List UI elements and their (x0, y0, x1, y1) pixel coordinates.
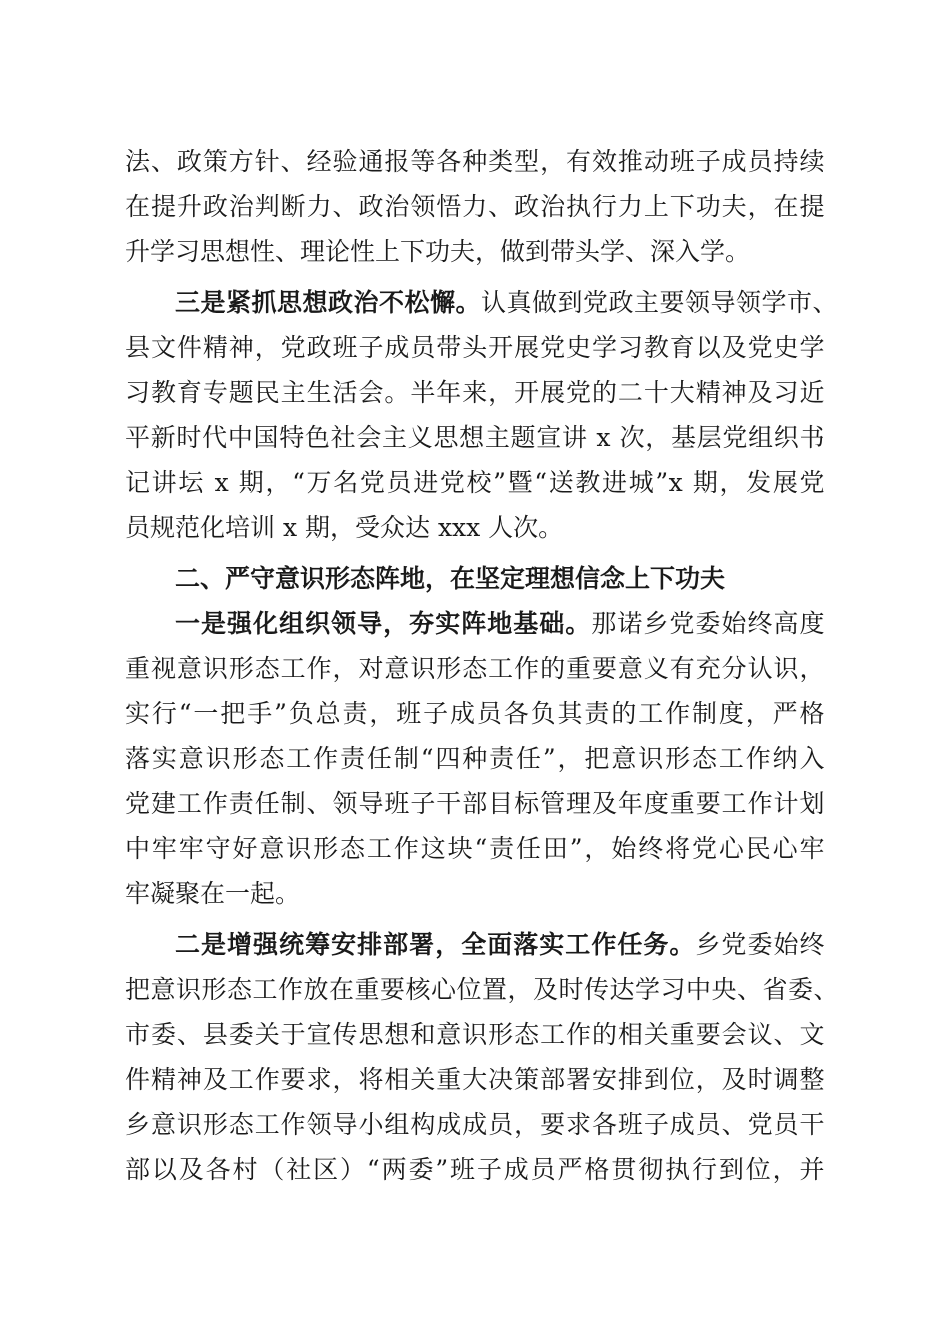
text-line: 法、政策方针、经验通报等各种类型，有效推动班子成员持续 (125, 147, 825, 176)
text-line (125, 280, 839, 325)
text-line: 在提升政治判断力、政治领悟力、政治执行力上下功夫，在提 (125, 192, 825, 221)
text-line: 牢凝聚在一起。 (125, 879, 301, 908)
paragraph-1 (125, 139, 825, 274)
paragraph-4 (125, 922, 840, 1192)
text-line: 市委、县委关于宣传思想和意识形态工作的相关重要会议、文 (125, 1020, 825, 1049)
text-line: 实行“一把手”负总责，班子成员各负其责的工作制度，严格 (125, 699, 825, 728)
text-span: 乡党委始终 (695, 930, 825, 959)
text-line: 党建工作责任制、领导班子干部目标管理及年度重要工作计划 (125, 789, 825, 818)
text-span: 那诺乡党委始终高度 (591, 609, 825, 638)
text-line (125, 922, 825, 967)
text-line: 落实意识形态工作责任制“四种责任”，把意识形态工作纳入 (125, 744, 825, 773)
paragraph-3 (125, 601, 825, 916)
section-heading: 二、严守意识形态阵地，在坚定理想信念上下功夫 (175, 564, 726, 593)
paragraph-lead: 二是增强统筹安排部署，全面落实工作任务。 (175, 930, 696, 959)
text-line: 记讲坛 x 期，“万名党员进党校”暨“送教进城”x 期，发展党 (125, 468, 825, 497)
text-span: 认真做到党政主要领导领学市、 (481, 288, 839, 317)
text-line: 平新时代中国特色社会主义思想主题宣讲 x 次，基层党组织书 (125, 423, 825, 452)
text-line (125, 601, 825, 646)
text-line: 习教育专题民主生活会。半年来，开展党的二十大精神及习近 (125, 378, 825, 407)
text-line: 升学习思想性、理论性上下功夫，做到带头学、深入学。 (125, 237, 751, 266)
text-line: 部以及各村（社区）“两委”班子成员严格贯彻执行到位，并 (125, 1155, 825, 1184)
text-line: 把意识形态工作放在重要核心位置，及时传达学习中央、省委、 (125, 975, 840, 1004)
text-line: 中牢牢守好意识形态工作这块“责任田”，始终将党心民心牢 (125, 834, 825, 863)
text-line: 乡意识形态工作领导小组构成成员，要求各班子成员、党员干 (125, 1110, 825, 1139)
paragraph-2 (125, 280, 839, 550)
text-line: 重视意识形态工作，对意识形态工作的重要意义有充分认识， (125, 654, 825, 683)
text-line: 县文件精神，党政班子成员带头开展党史学习教育以及党史学 (125, 333, 825, 362)
text-line: 员规范化培训 x 期，受众达 xxx 人次。 (125, 513, 564, 542)
text-line: 件精神及工作要求，将相关重大决策部署安排到位，及时调整 (125, 1065, 825, 1094)
paragraph-lead: 一是强化组织领导，夯实阵地基础。 (175, 609, 592, 638)
paragraph-lead: 三是紧抓思想政治不松懈。 (175, 288, 482, 317)
document-body (125, 139, 840, 1192)
